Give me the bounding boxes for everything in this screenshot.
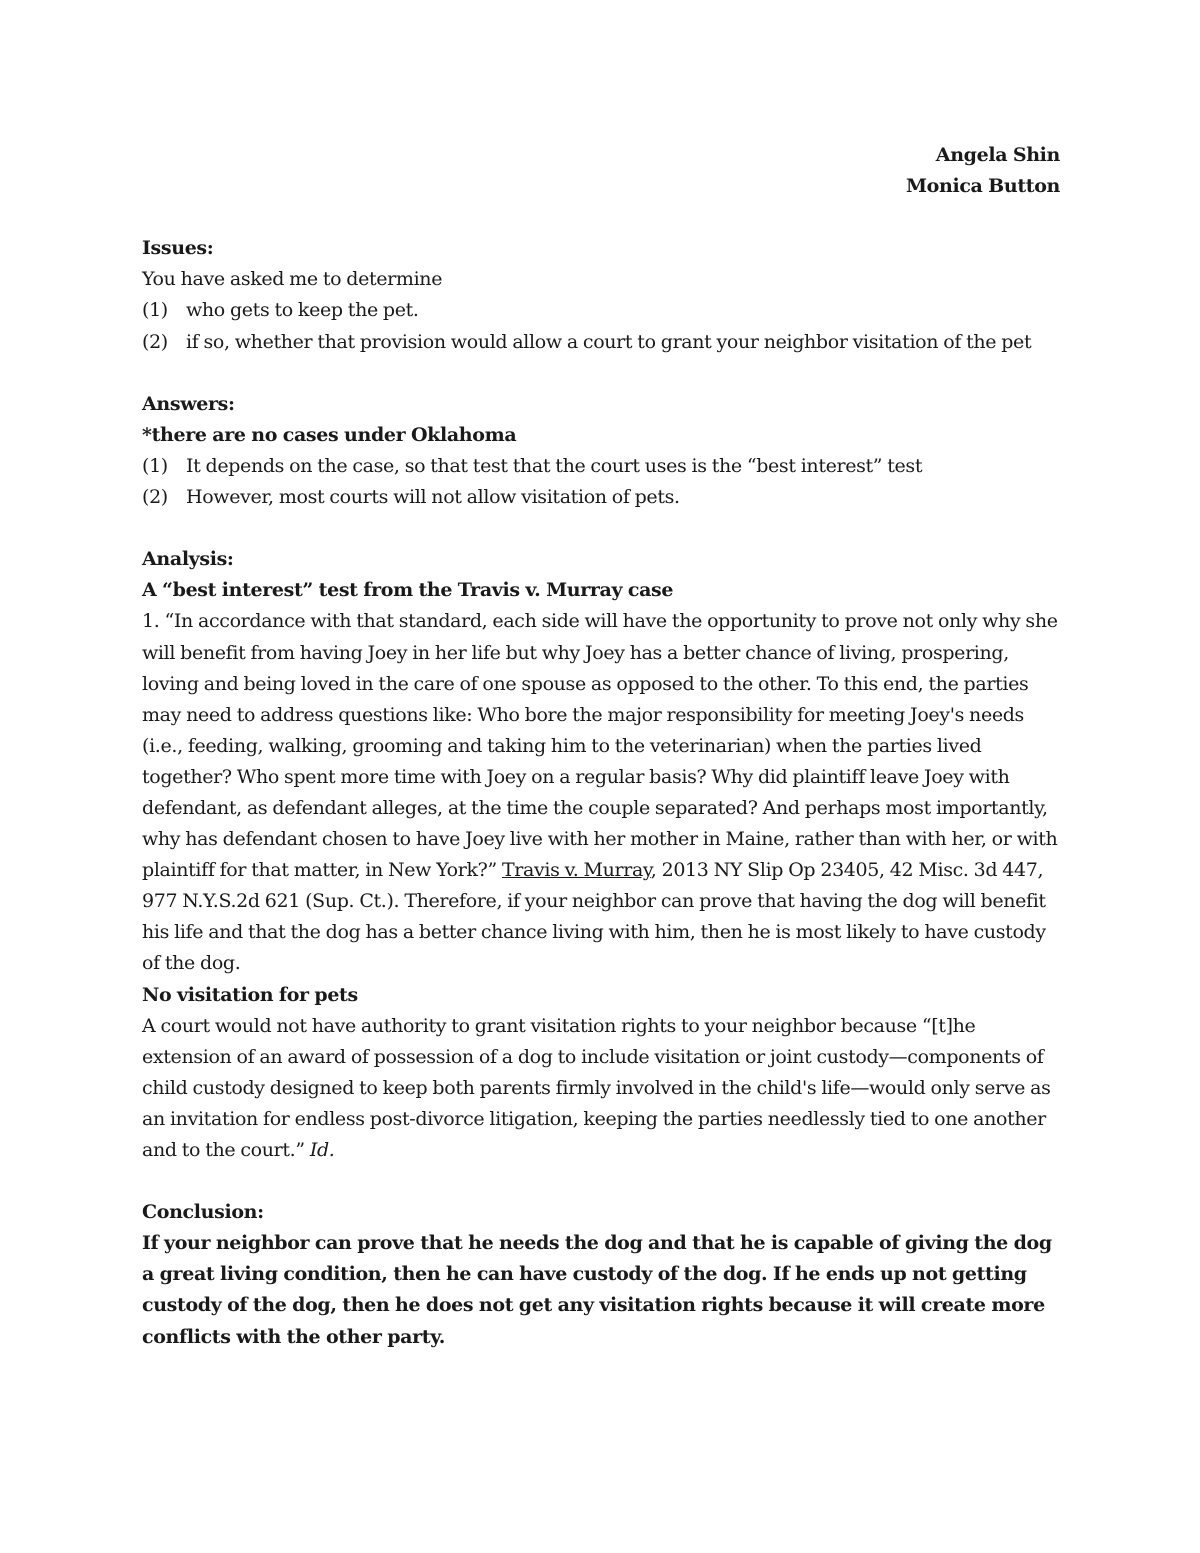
author-name-1: Angela Shin (935, 144, 1060, 166)
analysis-paragraph-2 (142, 1011, 1060, 1166)
issues-section (142, 233, 1060, 357)
issues-intro: You have asked me to determine (142, 268, 443, 291)
answer-item (142, 482, 1060, 513)
analysis-heading: Analysis: (142, 548, 234, 571)
analysis-paragraph-1 (142, 606, 1060, 979)
issue-item (142, 327, 1060, 358)
id-citation: Id. (309, 1139, 335, 1161)
answer-item (142, 451, 1060, 482)
issue-number: (1) (142, 299, 168, 322)
author-name-2: Monica Button (906, 175, 1060, 198)
answers-section (142, 389, 1060, 513)
document-body (142, 140, 1060, 1353)
issue-number: (2) (142, 330, 168, 353)
quote-text: 1. “In accordance with that standard, each side will have the opportunity to prove not only why she will benefit from having Joey in her life but why Joey has a better chance of living, prospering, loving and being loved in the care of one spouse as opposed to the other. To this end, the parties may need to address questions like: Who bore the major responsibility for meeting Joey's needs (i.e., feeding, walking, grooming and taking him to the veterinarian) when the parties lived together? Who spent more time with Joey on a regular basis? Why did plaintiff leave Joey with defendant, as defendant alleges, at the time the couple separated? And perhaps most importantly, why has defendant chosen to have Joey live with her mother in Maine, rather than with her, or with plaintiff for that matter, in New York?” (142, 610, 1058, 882)
analysis-subheading-best-interest: A “best interest” test from the Travis v. Murray case (142, 579, 674, 602)
answer-number: (2) (142, 486, 168, 509)
conclusion-text: If your neighbor can prove that he needs the dog and that he is capable of giving the dog a great living condition, then he can have custody of the dog. If he ends up not getting custody of the dog, then he does not get any visitation rights because it will create more conflicts with the other party. (142, 1232, 1052, 1348)
issue-text: if so, whether that provision would allow a court to grant your neighbor visitation of the pet (186, 330, 1032, 353)
analysis-subheading-no-visitation: No visitation for pets (142, 983, 358, 1006)
quote-text: A court would not have authority to grant visitation rights to your neighbor because “[t]he extension of an award of possession of a dog to include visitation or joint custody—components of child custody designed to keep both parents firmly involved in the child's life—would only serve as an invitation for endless post-divorce litigation, keeping the parties needlessly tied to one another and to the court.” (142, 1014, 1051, 1161)
conclusion-section (142, 1197, 1060, 1352)
issues-heading: Issues: (142, 237, 214, 260)
author-block (142, 140, 1060, 202)
issue-text: who gets to keep the pet. (186, 299, 419, 322)
analysis-section (142, 544, 1060, 1166)
case-citation: Travis v. Murray (501, 859, 651, 882)
conclusion-heading: Conclusion: (142, 1201, 264, 1224)
issue-item (142, 295, 1060, 326)
answer-text: However, most courts will not allow visitation of pets. (186, 486, 680, 509)
answers-note: *there are no cases under Oklahoma (142, 423, 517, 446)
citation-text: , 2013 NY Slip Op 23405, 42 Misc. 3d 447, 977 N.Y.S.2d 621 (Sup. Ct.). Therefore, if your neighbor can prove that having the dog will benefit his life and that the dog has a better chance living with him, then he is most likely to have custody of the dog. (142, 859, 1046, 975)
answer-number: (1) (142, 454, 168, 477)
answers-heading: Answers: (142, 392, 235, 415)
answer-text: It depends on the case, so that test that the court uses is the “best interest” test (186, 454, 923, 477)
